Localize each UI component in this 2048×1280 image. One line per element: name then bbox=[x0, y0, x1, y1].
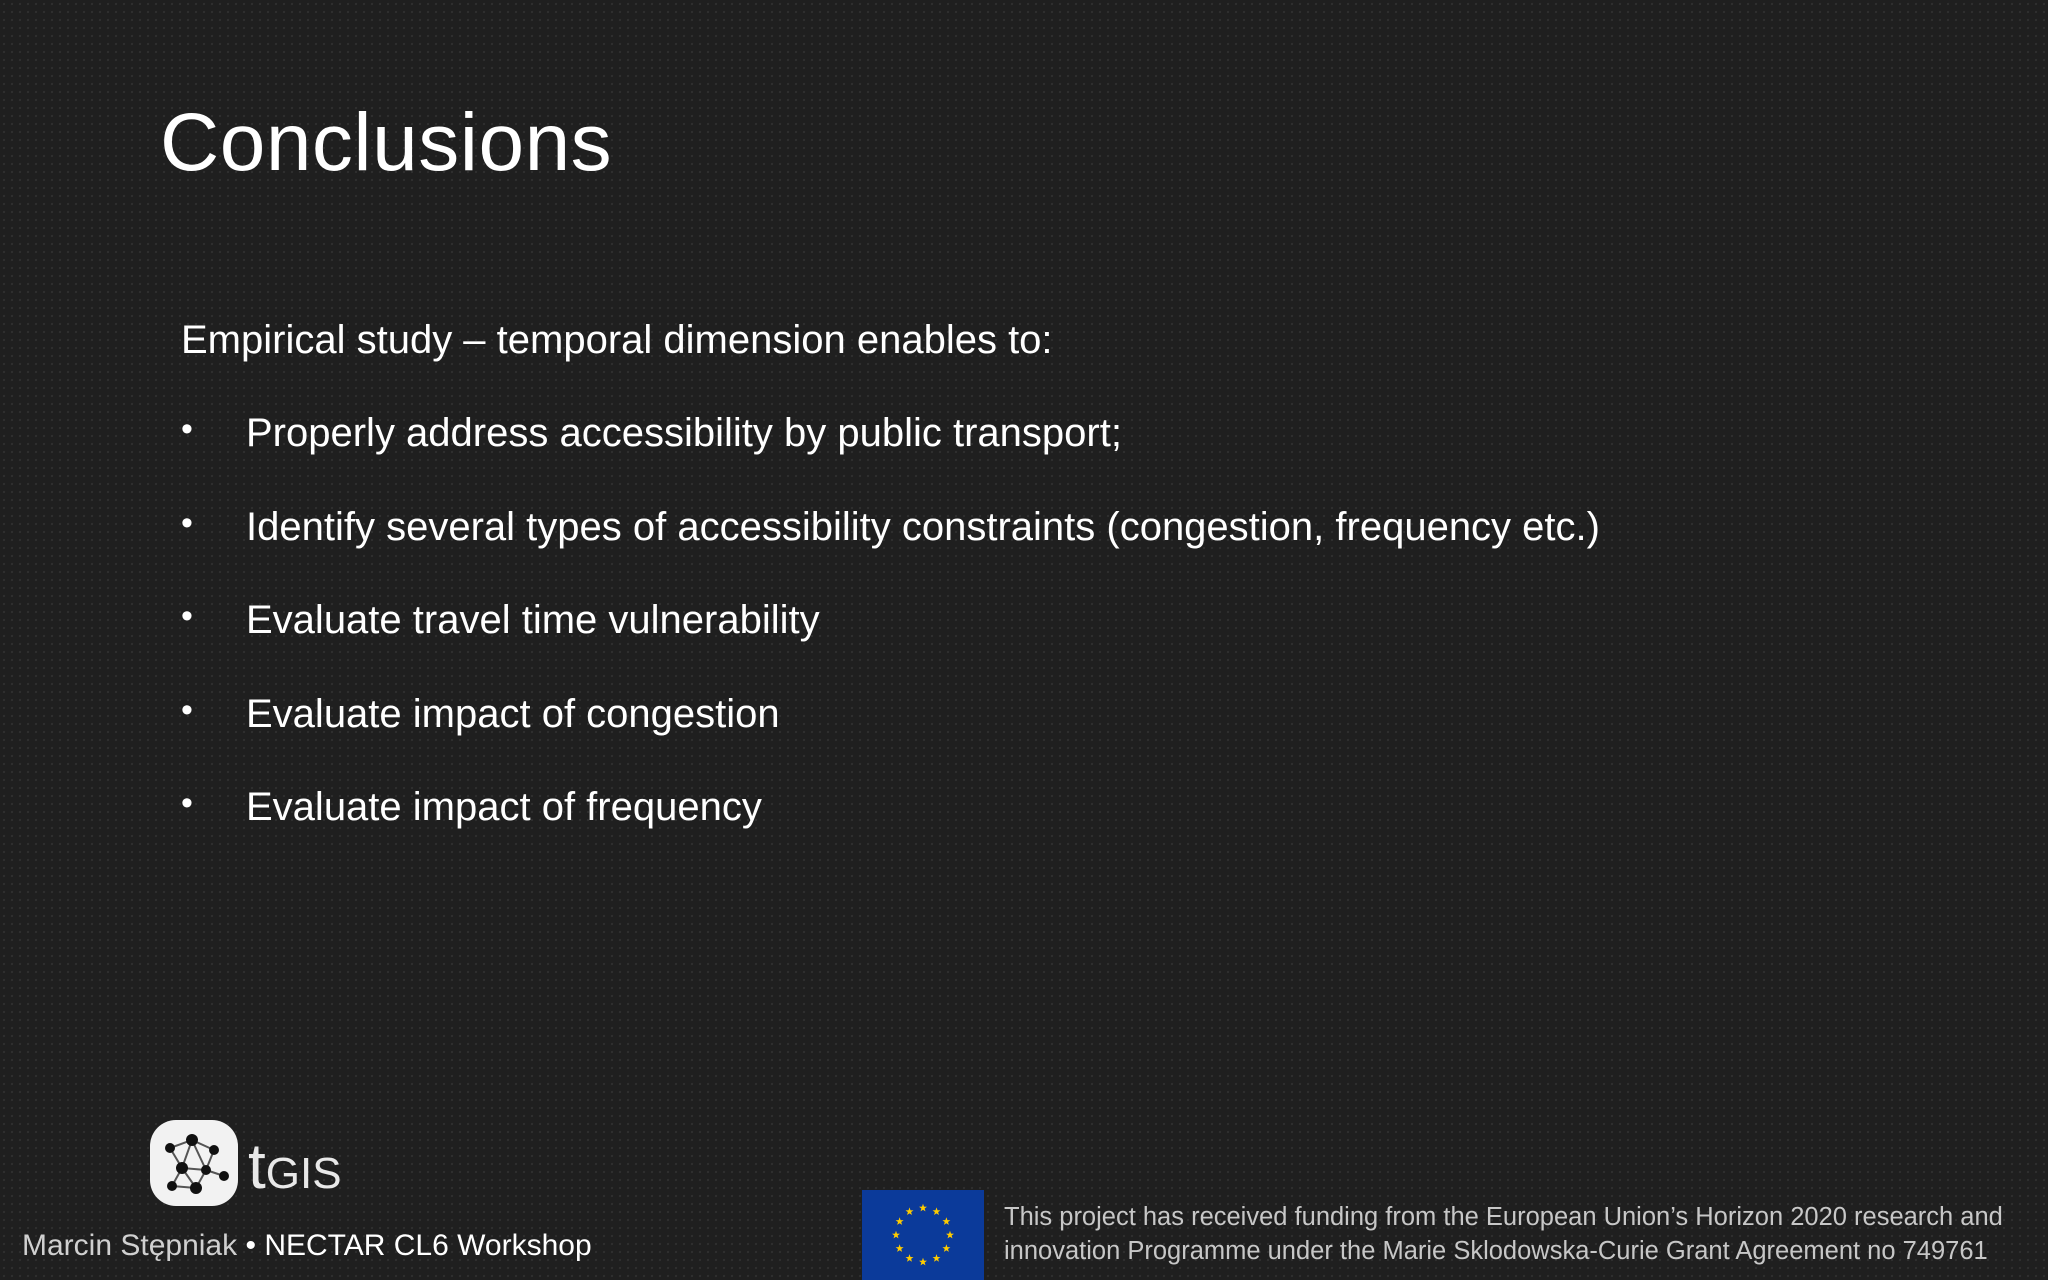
funding-line-1: This project has received funding from the European Union’s Horizon 2020 research and bbox=[1004, 1203, 2003, 1231]
intro-text: Empirical study – temporal dimension enables to: bbox=[181, 318, 1053, 362]
event-name: NECTAR CL6 Workshop bbox=[264, 1229, 592, 1262]
eu-flag-icon bbox=[862, 1190, 984, 1280]
network-graph-icon bbox=[148, 1118, 240, 1208]
logo-wordmark bbox=[248, 1130, 342, 1202]
author-name: Marcin Stępniak bbox=[22, 1229, 238, 1262]
funding-line-2: innovation Programme under the Marie Sklodowska-Curie Grant Agreement no 749761 bbox=[1004, 1237, 1988, 1265]
tgis-logo bbox=[148, 1118, 378, 1210]
bullet-text: Evaluate impact of congestion bbox=[246, 691, 780, 736]
bullet-icon: • bbox=[181, 784, 193, 822]
bullet-text: Identify several types of accessibility constraints (congestion, frequency etc.) bbox=[246, 504, 1600, 549]
footer-author bbox=[22, 1228, 592, 1264]
bullet-icon: • bbox=[181, 597, 193, 635]
bullet-icon: • bbox=[181, 410, 193, 448]
bullet-text: Evaluate impact of frequency bbox=[246, 785, 762, 829]
funding-notice bbox=[1004, 1200, 2003, 1268]
bullet-text: Properly address accessibility by public transport; bbox=[246, 411, 1122, 455]
author-separator: • bbox=[245, 1229, 256, 1262]
logo-t: t bbox=[248, 1130, 266, 1202]
logo-gis: GIS bbox=[265, 1149, 342, 1198]
bullet-icon: • bbox=[181, 503, 193, 542]
slide-title: Conclusions bbox=[160, 97, 613, 188]
bullet-icon: • bbox=[181, 690, 193, 729]
bullet-text: Evaluate travel time vulnerability bbox=[246, 598, 820, 642]
